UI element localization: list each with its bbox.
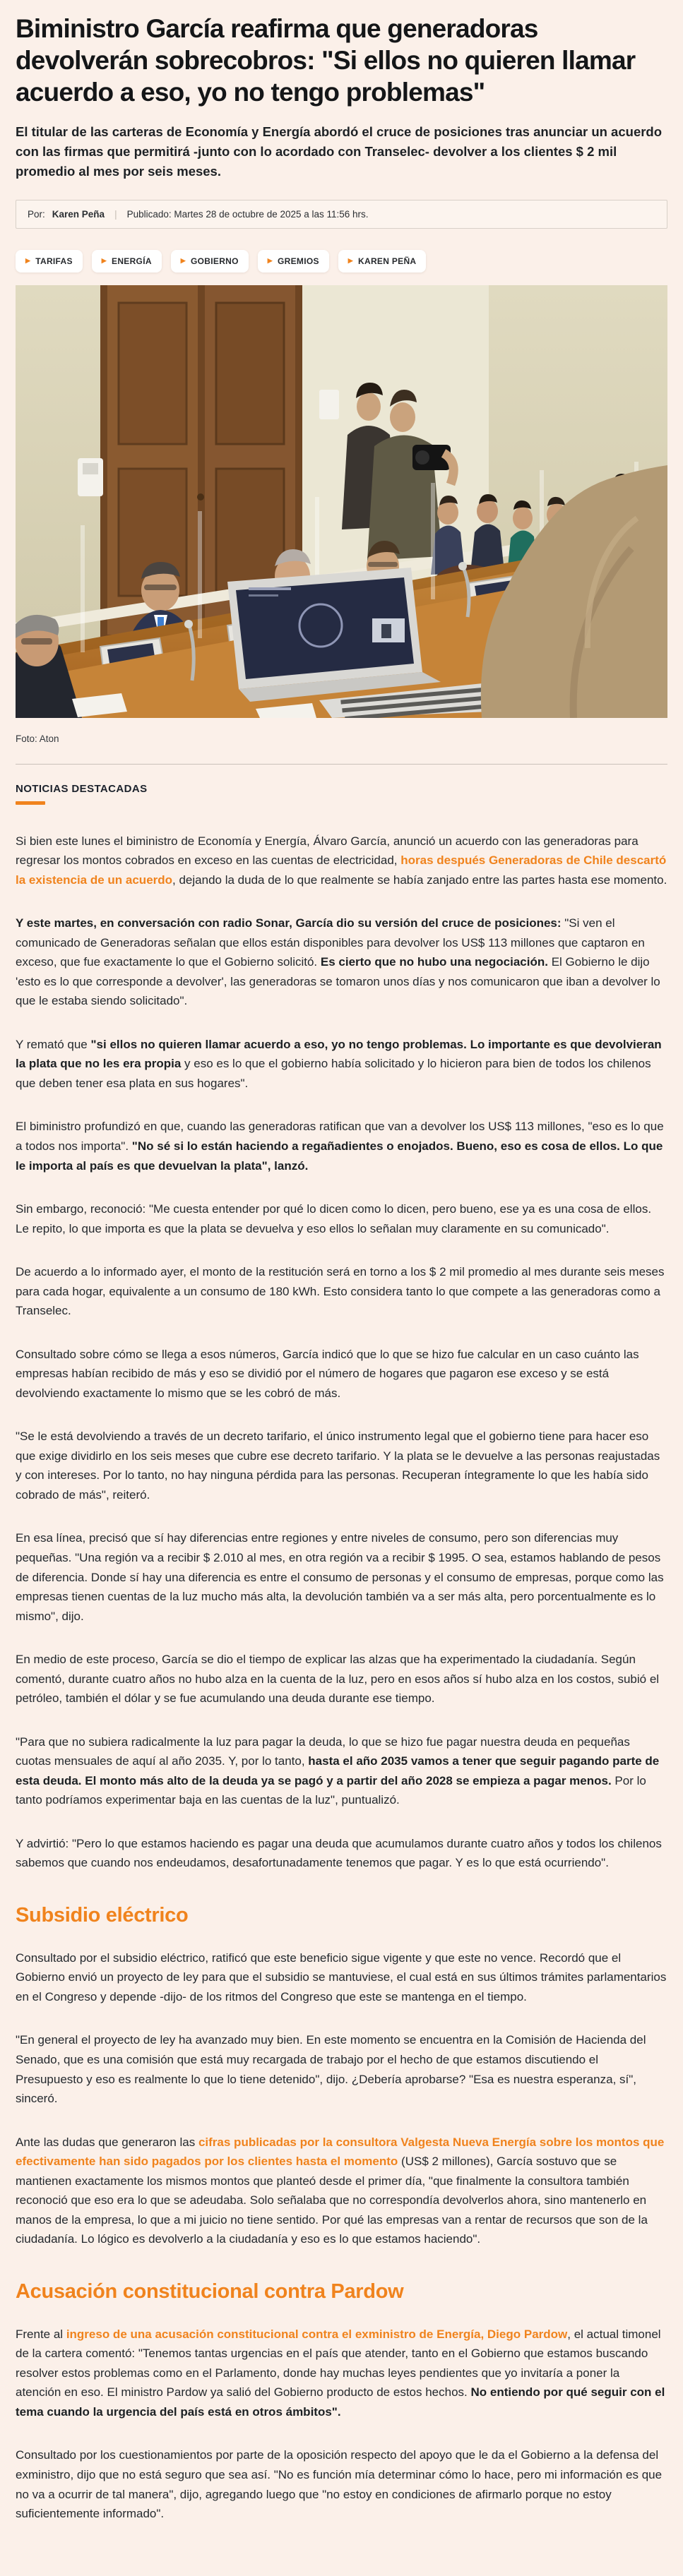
article-paragraph bbox=[16, 1948, 667, 2007]
article-paragraph bbox=[16, 1345, 667, 1403]
article-paragraph bbox=[16, 832, 667, 890]
text-run: (US$ 2 millones), García sostuvo que se mantienen exactamente los mismos montos que planteó desde el primer día, "que finalmente la consultora también reconoció que eso era lo que se adeudaba. Solo señalaba que no correspondía devolverlos ahora, sino mantenerlo en manos de la empresa, lo que a mi juicio no tiene sentido. Por qué las empresas van a rentar de recursos que son de la ciudadanía. Lo lógico es devolverlo a la ciudadanía y eso es lo que estamos haciendo". bbox=[16, 2155, 648, 2246]
text-run: , el actual timonel de la cartera comentó: "Tenemos tantas urgencias en el país que atender, tanto en el Gobierno que estamos buscando resolver estos problemas como en el Parlamento, donde hay muchas leyes pendientes que yo invitaría a poner la atención en eso. El ministro Pardow ya salió del Gobierno producto de estos hechos. bbox=[16, 2327, 661, 2400]
article-paragraph bbox=[16, 1528, 667, 1626]
article-paragraph bbox=[16, 913, 667, 1011]
article-paragraph bbox=[16, 1035, 667, 1094]
article-paragraph bbox=[16, 2445, 667, 2523]
text-run: En medio de este proceso, García se dio el tiempo de explicar las alzas que ha experimentado la ciudadanía. Según comentó, durante cuatro años no hubo alza en la cuenta de la luz, pero en esos años sí hubo alza en los costos, subió el petróleo, también el dólar y se fue acumulando una deuda durante ese tiempo. bbox=[16, 1653, 660, 1706]
text-run: Si bien este lunes el biministro de Economía y Energía, Álvaro García, anunció un acuerdo con las generadoras para regresar los montos cobrados en exceso en las cuentas de electricidad, bbox=[16, 834, 639, 868]
tag-pill[interactable] bbox=[16, 250, 83, 272]
section-heading: Acusación constitucional contra Pardow bbox=[16, 2280, 404, 2303]
text-run: "Se le está devolviendo a través de un decreto tarifario, el único instrumento legal que el gobierno tiene para hacer eso que exige dividirlo en los seis meses que cubre ese decreto tarifario. Y la plata se le devuelve a las personas reajustadas y con intereses. Por lo tanto, no hay ninguna pérdida para las personas. Recuperan íntegramente lo que les había sido cobrado de más", reiteró. bbox=[16, 1430, 660, 1502]
tag-arrow-icon: ▶ bbox=[25, 257, 31, 265]
article-paragraph bbox=[16, 2030, 667, 2108]
article-paragraph bbox=[16, 2133, 667, 2249]
tag-pill[interactable] bbox=[171, 250, 249, 272]
tag-arrow-icon: ▶ bbox=[267, 257, 273, 265]
text-run: Sin embargo, reconoció: "Me cuesta entender por qué lo dicen como lo dicen, pero bueno, ese ya es una cosa de ellos. Le repito, lo que importa es que la plata se devuelva y eso ellos lo señalan muy claramente en su comunicado". bbox=[16, 1202, 652, 1235]
text-run: Y este martes, en conversación con radio Sonar, García dio su versión del cruce de posiciones: bbox=[16, 916, 565, 930]
text-run: Ante las dudas que generaron las bbox=[16, 2135, 198, 2149]
article-photo bbox=[16, 285, 667, 718]
tag-arrow-icon: ▶ bbox=[348, 257, 354, 265]
tag-pill[interactable] bbox=[258, 250, 329, 272]
byline-author[interactable]: Karen Peña bbox=[52, 208, 105, 220]
article-paragraph bbox=[16, 1117, 667, 1175]
tag-arrow-icon: ▶ bbox=[180, 257, 186, 265]
article-paragraph bbox=[16, 2325, 667, 2422]
article-paragraph bbox=[16, 1199, 667, 1238]
text-run: En esa línea, precisó que sí hay diferencias entre regiones y entre niveles de consumo, pero son diferencias muy pequeñas. "Una región va a recibir $ 2.010 al mes, en otra región va a recibir $ 1995. O sea, estamos hablando de pesos de diferencia. Donde sí hay una diferencia es entre el consumo de personas y el consumo de empresas, porque como las empresas tienen cuentas de la luz mucho más alta, la devolución también va a ser más alta, pero porcentualmente es lo mismo", dijo. bbox=[16, 1531, 664, 1623]
inline-link[interactable]: cifras publicadas por la consultora Valgesta Nueva Energía sobre los montos que efectivamente han sido pagados por los clientes hasta el momento bbox=[16, 2135, 665, 2169]
text-run: y eso es lo que el gobierno había solicitado y lo hicieron para bien de todos los chilenos que deben tener esa plata en sus hogares". bbox=[16, 1057, 651, 1090]
article-paragraph bbox=[16, 1262, 667, 1321]
byline-box bbox=[16, 200, 667, 229]
text-run: Es cierto que no hubo una negociación. bbox=[320, 955, 548, 969]
text-run: Consultado por los cuestionamientos por parte de la oposición respecto del apoyo que le da el Gobierno a la defensa del exministro, dijo que no está seguro que sea así. "No es función mía determinar cómo lo hace, pero mi información es que no va a ocurrir de tal manera", dijo, agregando luego que "no estoy en condiciones de afirmarlo porque no estoy suficientemente informado". bbox=[16, 2448, 663, 2521]
text-run: Y remató que bbox=[16, 1037, 91, 1051]
text-run: , dejando la duda de lo que realmente se había zanjado entre las partes hasta ese momento. bbox=[172, 873, 667, 887]
article-photo-figure bbox=[16, 285, 667, 744]
text-run: "No sé si lo están haciendo a regañadientes o enojados. Bueno, eso es cosa de ellos. Lo que le importa al país es que devuelvan la plata", lanzó. bbox=[16, 1139, 663, 1173]
article-lead: El titular de las carteras de Economía y Energía abordó el cruce de posiciones tras anunciar un acuerdo con las firmas que permitirá -junto con lo acordado con Transelec- devolver a los clientes $ 2 mil promedio al mes por seis meses. bbox=[16, 124, 663, 179]
text-run: Y advirtió: "Pero lo que estamos haciendo es pagar una deuda que acumulamos durante cuatro años y todos los chilenos sabemos que cuando nos endeudamos, desafortunadamente tenemos que pagar. Y es lo que está ocurriendo". bbox=[16, 1836, 662, 1870]
text-run: Consultado por el subsidio eléctrico, ratificó que este beneficio sigue vigente y que este no vence. Recordó que el Gobierno envió un proyecto de ley para que el subsidio se mantuviese, el cual está en sus últimos trámites parlamentarios en el Congreso y depende -dijo- de los ritmos del Congreso que este se mantenga en el tiempo. bbox=[16, 1951, 667, 2003]
section-label: NOTICIAS DESTACADAS bbox=[16, 782, 148, 795]
tag-label: TARIFAS bbox=[35, 256, 73, 266]
text-run: "Para que no subiera radicalmente la luz para pagar la deuda, lo que se hizo fue pagar nuestra deuda en pequeñas cuotas mensuales de aquí al año 2035. Y, por lo tanto, bbox=[16, 1735, 630, 1768]
text-run: hasta el año 2035 vamos a tener que seguir pagando parte de esta deuda. El monto más alto de la deuda ya se pagó y a partir del año 2028 se empieza a pagar menos. bbox=[16, 1754, 660, 1787]
section-label-accent-bar bbox=[16, 801, 45, 805]
byline-published: Publicado: Martes 28 de octubre de 2025 a las 11:56 hrs. bbox=[126, 208, 369, 220]
article-body bbox=[16, 832, 667, 2524]
article-paragraph bbox=[16, 1650, 667, 1708]
photo-caption: Foto: Aton bbox=[16, 733, 59, 744]
text-run: Consultado sobre cómo se llega a esos números, García indicó que lo que se hizo fue calcular en un caso cuánto las empresas habían recibido de más y eso se dividió por el número de hogares que pagaron ese exceso y se está devolviendo exactamente lo mismo que se les cobró de más. bbox=[16, 1347, 639, 1400]
text-run: "En general el proyecto de ley ha avanzado muy bien. En este momento se encuentra en la Comisión de Hacienda del Senado, que es una comisión que está muy recargada de trabajo por el hecho de que estamos discutiendo el Presupuesto y eso es realmente lo que lo tiene detenido", dijo. ¿Debería aprobarse? "Esa es nuestra esperanza, sí", sinceró. bbox=[16, 2033, 646, 2106]
text-run: De acuerdo a lo informado ayer, el monto de la restitución será en torno a los $ 2 mil promedio al mes durante seis meses para cada hogar, equivalente a un consumo de 180 kWh. Esto considera tanto lo que compete a las generadoras como a Transelec. bbox=[16, 1265, 665, 1318]
tag-label: GREMIOS bbox=[278, 256, 319, 266]
text-run: El Gobierno le dijo 'esto es lo que corresponde a devolver', las generadoras se tomaron unos días y nos comunicaron que iban a devolver lo que le estaba siendo solicitado". bbox=[16, 955, 660, 1008]
section-heading: Subsidio eléctrico bbox=[16, 1903, 189, 1927]
article-paragraph bbox=[16, 1834, 667, 1873]
tag-label: GOBIERNO bbox=[191, 256, 239, 266]
text-run: Por lo tanto podríamos experimentar baja en las cuentas de la luz", puntualizó. bbox=[16, 1773, 646, 1807]
byline-separator: | bbox=[114, 208, 117, 220]
text-run: "si ellos no quieren llamar acuerdo a eso, yo no tengo problemas. Lo importante es que devolvieran la plata que no les era propia bbox=[16, 1037, 662, 1071]
byline-by-label: Por: bbox=[28, 208, 45, 220]
tag-pill[interactable] bbox=[92, 250, 162, 272]
tag-label: KAREN PEÑA bbox=[358, 256, 417, 266]
inline-link[interactable]: horas después Generadoras de Chile descartó la existencia de un acuerdo bbox=[16, 853, 667, 887]
tag-pill[interactable] bbox=[338, 250, 427, 272]
divider bbox=[16, 764, 667, 765]
article-paragraph bbox=[16, 1427, 667, 1504]
inline-link[interactable]: ingreso de una acusación constitucional contra el exministro de Energía, Diego Pardow bbox=[66, 2327, 568, 2341]
text-run: No entiendo por qué seguir con el tema cuando la urgencia del país está en otros ámbitos". bbox=[16, 2385, 665, 2419]
text-run: "Si ven el comunicado de Generadoras señalan que ellos están disponibles para devolver los US$ 113 millones que captaron en exceso, que fue exactamente lo que el Gobierno solicitó. bbox=[16, 916, 645, 969]
article-title: Biministro García reafirma que generadoras devolverán sobrecobros: "Si ellos no quieren llamar acuerdo a eso, yo no tengo problemas" bbox=[16, 14, 636, 107]
text-run: El biministro profundizó en que, cuando las generadoras ratifican que van a devolver los US$ 113 millones, "eso es lo que a todos nos importa". bbox=[16, 1120, 664, 1153]
tag-arrow-icon: ▶ bbox=[101, 257, 107, 265]
tag-label: ENERGÍA bbox=[112, 256, 152, 266]
text-run: Frente al bbox=[16, 2327, 66, 2341]
tags-row bbox=[16, 250, 667, 272]
article-paragraph bbox=[16, 1732, 667, 1810]
